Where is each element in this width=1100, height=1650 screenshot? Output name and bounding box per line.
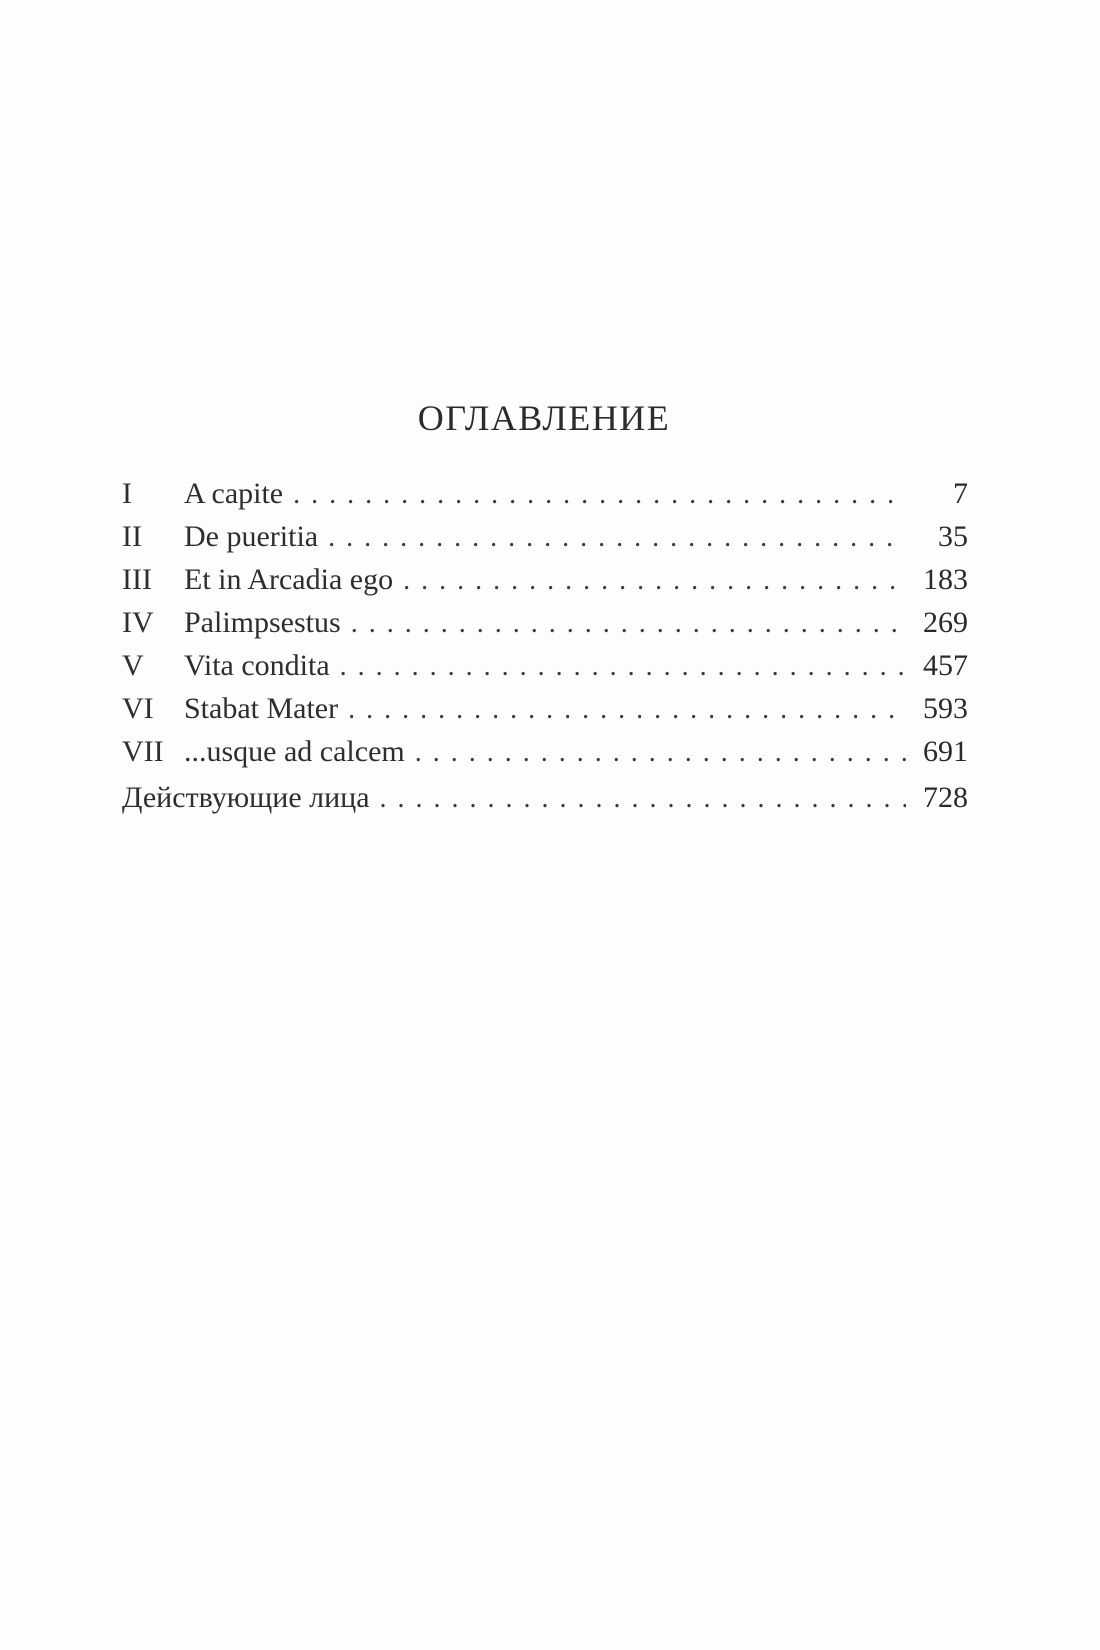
chapter-numeral: III xyxy=(122,563,152,596)
toc-entry xyxy=(122,687,968,730)
page-number: 593 xyxy=(923,692,968,725)
chapter-numeral: I xyxy=(122,477,132,510)
chapter-numeral: VI xyxy=(122,692,154,725)
toc-entry xyxy=(122,644,968,687)
chapter-title: Stabat Mater xyxy=(184,692,339,725)
page-title: ОГЛАВЛЕНИЕ xyxy=(417,398,671,438)
dot-leader xyxy=(338,687,906,730)
chapter-numeral: IV xyxy=(122,606,154,639)
chapter-title: A capite xyxy=(184,477,284,510)
dot-leader xyxy=(393,558,906,601)
page-number: 7 xyxy=(953,477,968,510)
chapter-title: Vita condita xyxy=(184,649,330,682)
page-number: 183 xyxy=(923,563,968,596)
dot-leader xyxy=(370,776,906,819)
page-number: 691 xyxy=(923,735,968,768)
toc-entry xyxy=(122,601,968,644)
toc-entry xyxy=(122,730,968,773)
toc-entry-dramatis-personae xyxy=(122,776,968,819)
page-number: 457 xyxy=(923,649,968,682)
page-number: 35 xyxy=(938,520,968,553)
chapter-title: Palimpsestus xyxy=(184,606,341,639)
dot-leader xyxy=(405,730,906,773)
chapter-title: ...usque ad calcem xyxy=(184,735,405,768)
chapter-numeral: VII xyxy=(122,735,164,768)
dot-leader xyxy=(341,601,906,644)
dot-leader xyxy=(330,644,906,687)
page-number: 728 xyxy=(923,781,968,814)
table-of-contents xyxy=(122,472,968,819)
toc-entry xyxy=(122,558,968,601)
chapter-numeral: V xyxy=(122,649,144,682)
chapter-title: Et in Arcadia ego xyxy=(184,563,394,596)
section-title: Действующие лица xyxy=(122,781,370,814)
dot-leader xyxy=(283,472,906,515)
chapter-title: De pueritia xyxy=(184,520,319,553)
chapter-numeral: II xyxy=(122,520,142,553)
toc-entry xyxy=(122,515,968,558)
toc-entry xyxy=(122,472,968,515)
page-number: 269 xyxy=(923,606,968,639)
dot-leader xyxy=(318,515,906,558)
